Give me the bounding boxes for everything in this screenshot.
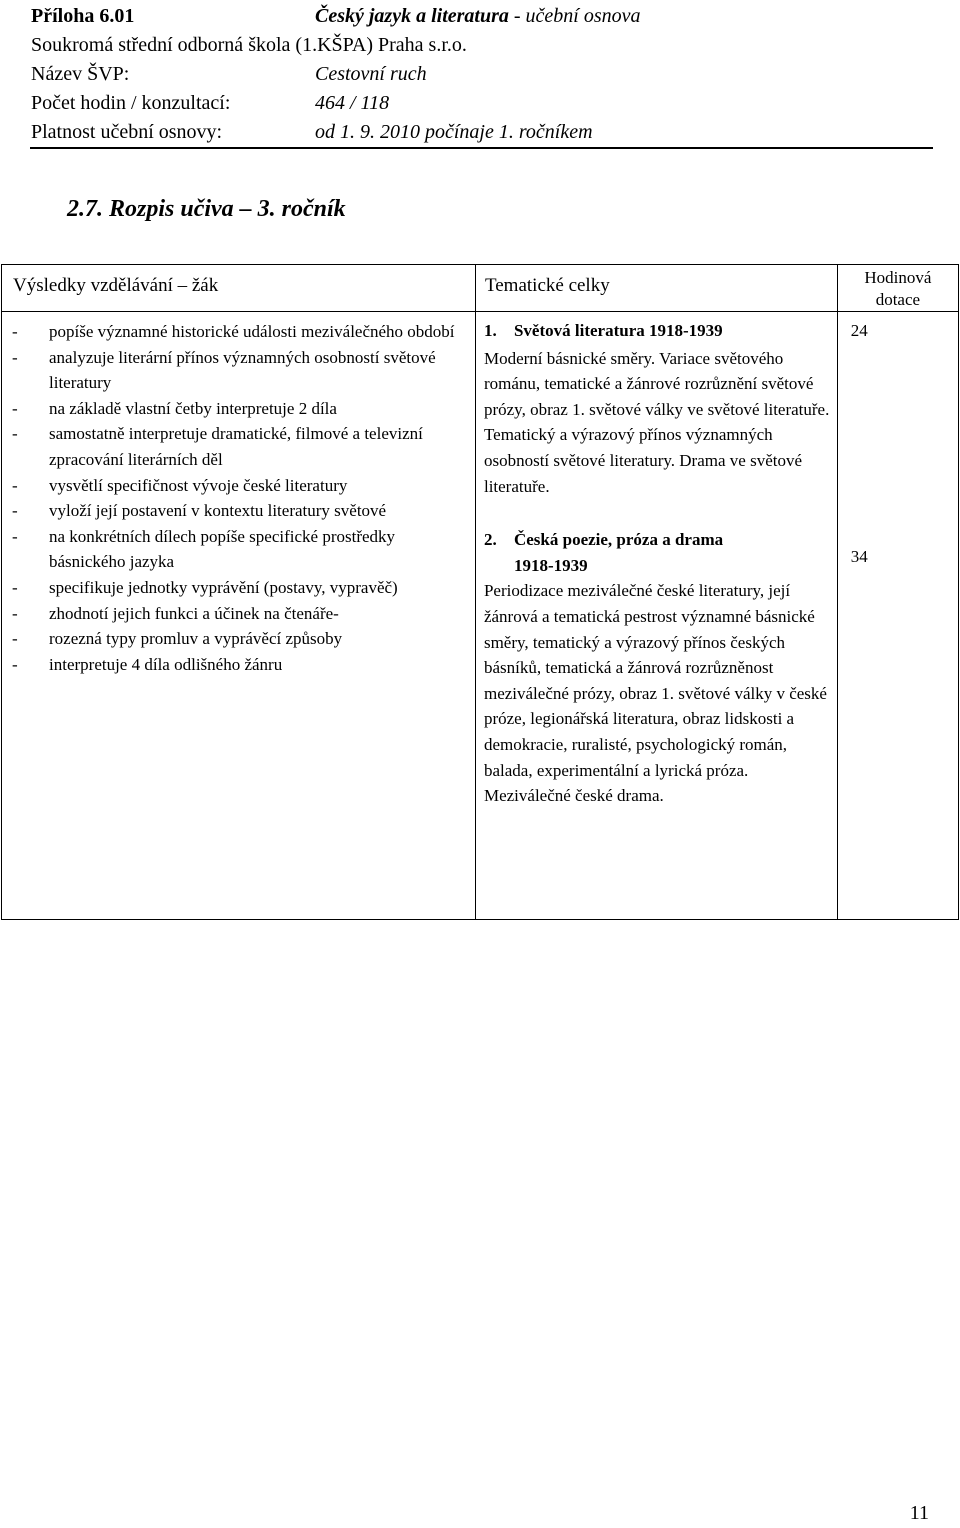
header-row-1 [31, 2, 933, 31]
list-item: - rozezná typy promluv a vyprávěcí způsoby [12, 629, 343, 649]
unit-1-hours: 24 [850, 321, 868, 340]
header-row-3 [31, 60, 933, 89]
list-item: - na základě vlastní četby interpretuje 2 díla [12, 398, 337, 418]
header-row-4 [31, 89, 933, 118]
unit-2 [484, 527, 837, 809]
col-header-units: Tematické celky [475, 265, 837, 312]
header-divider [30, 147, 933, 149]
outcomes-list [2, 312, 475, 677]
list-item: - vysvětlí specifičnost vývoje české literatury [12, 475, 348, 495]
unit-2-hours: 34 [850, 546, 868, 566]
unit-2-content: Periodizace meziválečné české literatury, její žánrová a tematická pestrost významné básnické směry, tematický a výrazový přínos českých básníků, tematická a žánrová rozrůzněnost meziválečné prózy, obraz 1. světové války v české próze, legionářská literatura, obraz lidskosti a demokracie, ruralisté, psychologický román, balada, experimentální a lyrická próza. [483, 581, 827, 780]
unit-2-title: 2. Česká poezie, próza a drama 1918-1939 [483, 530, 724, 575]
unit-2-content-drama: Meziválečné české drama. [483, 786, 664, 806]
list-item: - na konkrétních dílech popíše specifické prostředky básnického jazyka [12, 526, 396, 572]
list-item: - popíše významné historické události meziválečného období [12, 322, 455, 341]
unit-1-content: Moderní básnické směry. Variace světového románu, tematické a žánrové rozrůznění světové prózy, obraz 1. světové války ve světové literatuře. Tematický a výrazový přínos významných osobností světové literatury. Drama ve světové literatuře. [483, 348, 830, 496]
hours-cell [837, 312, 958, 920]
svp-label: Název ŠVP: [31, 63, 130, 85]
hours-label: Počet hodin / konzultací: [31, 92, 231, 114]
document-header [31, 2, 933, 147]
col-header-hours: Hodinová dotace [837, 265, 958, 312]
outcomes-cell [2, 312, 476, 920]
units-cell [475, 312, 837, 920]
appendix-label: Příloha 6.01 [31, 5, 135, 27]
curriculum-table [1, 264, 959, 920]
validity-value: od 1. 9. 2010 počínaje 1. ročníkem [315, 121, 593, 143]
svp-value: Cestovní ruch [315, 63, 427, 85]
section-title: 2.7. Rozpis učiva – 3. ročník [67, 196, 346, 222]
subject-title: Český jazyk a literatura - učební osnova [315, 5, 641, 27]
unit-1 [484, 318, 837, 499]
page-number: 11 [909, 1502, 929, 1524]
header-row-2 [31, 31, 933, 60]
unit-1-title: 1. Světová literatura 1918-1939 [483, 321, 723, 340]
list-item: - interpretuje 4 díla odlišného žánru [12, 654, 283, 674]
validity-label: Platnost učební osnovy: [31, 121, 223, 143]
col-header-outcomes: Výsledky vzdělávání – žák [2, 265, 476, 312]
hours-value: 464 / 118 [315, 92, 390, 114]
table-header-row [2, 265, 959, 312]
header-row-5 [31, 118, 933, 147]
list-item: - samostatně interpretuje dramatické, filmové a televizní zpracování literárních děl [12, 424, 423, 469]
table-row [2, 312, 959, 920]
school-name: Soukromá střední odborná škola (1.KŠPA) Praha s.r.o. [31, 34, 467, 56]
list-item: - specifikuje jednotky vyprávění (postavy, vypravěč) [12, 577, 398, 597]
list-item: - vyloží její postavení v kontextu literatury světové [12, 501, 387, 521]
list-item: - zhodnotí jejich funkci a účinek na čtenáře- [12, 603, 339, 623]
list-item: - analyzuje literární přínos významných osobností světové literatury [12, 347, 436, 393]
